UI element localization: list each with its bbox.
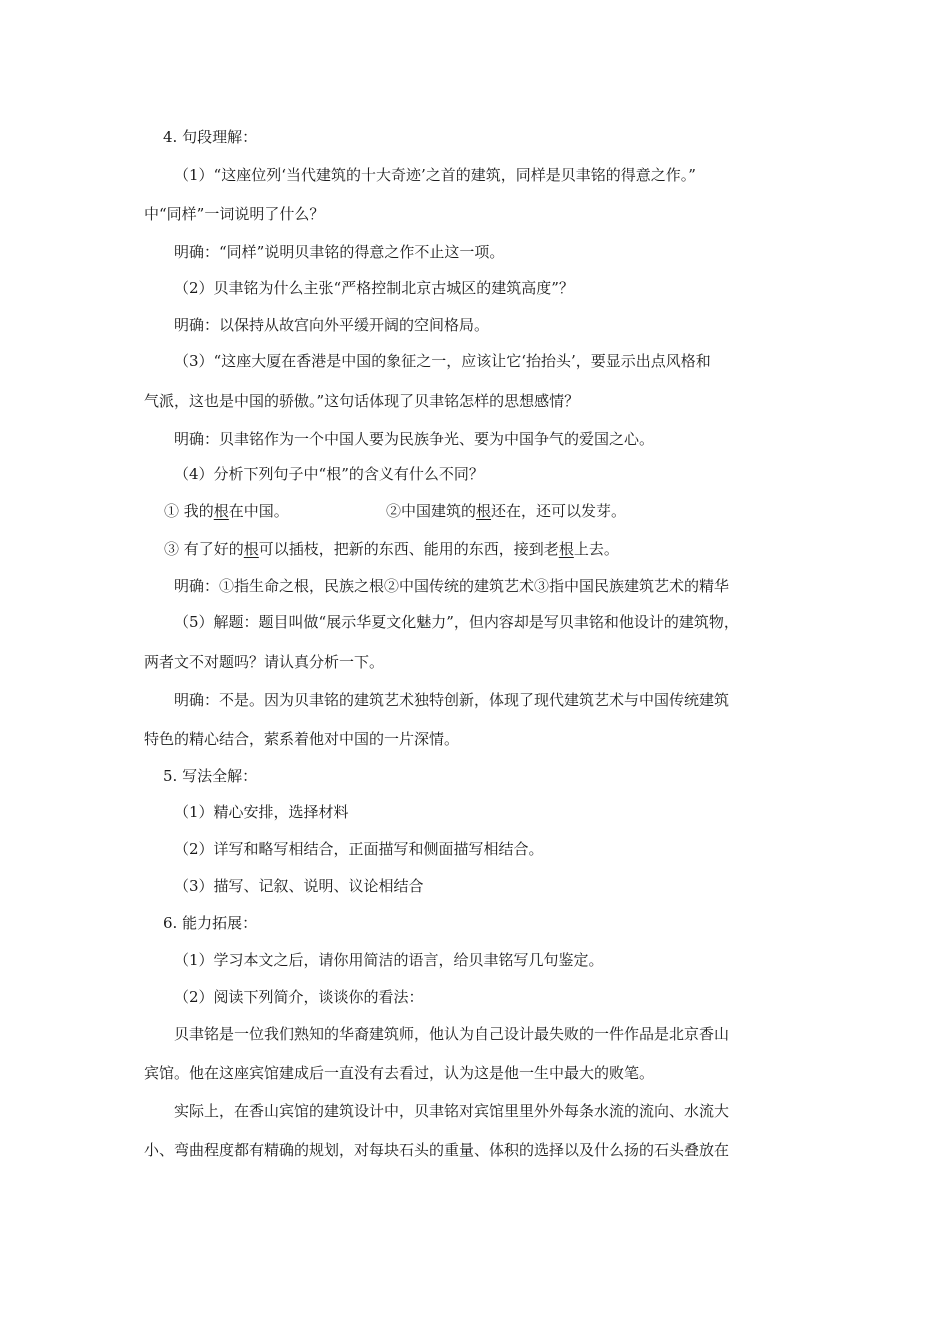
section6-para2-line1: 实际上，在香山宾馆的建筑设计中，贝聿铭对宾馆里里外外每条水流的流向、水流大 xyxy=(174,1102,730,1120)
section6-item1: （1）学习本文之后，请你用简洁的语言，给贝聿铭写几句鉴定。 xyxy=(174,951,604,969)
section4-heading: 4. 句段理解： xyxy=(163,128,258,146)
q1-line2: 中“同样”一词说明了什么？ xyxy=(144,205,325,223)
q4-sentence2 xyxy=(386,500,626,522)
q4-s1-suffix: 在中国。 xyxy=(228,502,289,520)
q3-line1: （3）“这座大厦在香港是中国的象征之一，应该让它‘抬抬头’，要显示出点风格和 xyxy=(174,352,711,370)
section5-heading: 5. 写法全解： xyxy=(163,767,258,785)
q4-sentence3 xyxy=(164,538,619,560)
q3-answer: 明确：贝聿铭作为一个中国人要为民族争光、要为中国争气的爱国之心。 xyxy=(174,430,655,448)
q4-s1-word: 根 xyxy=(213,502,229,520)
q4-s3-prefix: ③ 有了好的 xyxy=(164,540,244,558)
q5-answer2: 特色的精心结合，萦系着他对中国的一片深情。 xyxy=(144,730,460,748)
q2-line1: （2）贝聿铭为什么主张“严格控制北京古城区的建筑高度”？ xyxy=(174,279,574,297)
q4-s2-word: 根 xyxy=(476,502,492,520)
section5-item2: （2）详写和略写相结合，正面描写和侧面描写相结合。 xyxy=(174,840,544,858)
q4-line1: （4）分析下列句子中“根”的含义有什么不同？ xyxy=(174,465,484,483)
q4-s2-suffix: 还在，还可以发芽。 xyxy=(491,502,627,520)
section6-heading: 6. 能力拓展： xyxy=(163,914,258,932)
q1-line1: （1）“这座位列‘当代建筑的十大奇迹’之首的建筑，同样是贝聿铭的得意之作。” xyxy=(174,166,696,184)
section6-para1-line2: 宾馆。他在这座宾馆建成后一直没有去看过，认为这是他一生中最大的败笔。 xyxy=(144,1064,655,1082)
q5-answer1: 明确：不是。因为贝聿铭的建筑艺术独特创新，体现了现代建筑艺术与中国传统建筑 xyxy=(174,691,730,709)
section6-para2-line2: 小、弯曲程度都有精确的规划，对每块石头的重量、体积的选择以及什么扬的石头叠放在 xyxy=(144,1141,730,1159)
q4-s3-word1: 根 xyxy=(243,540,259,558)
q1-answer: 明确：“同样”说明贝聿铭的得意之作不止这一项。 xyxy=(174,243,505,261)
section5-item1: （1）精心安排，选择材料 xyxy=(174,803,349,821)
q4-s3-suffix: 上去。 xyxy=(573,540,619,558)
section6-para1-line1: 贝聿铭是一位我们熟知的华裔建筑师，他认为自己设计最失败的一件作品是北京香山 xyxy=(174,1025,730,1043)
q4-sentence1 xyxy=(164,500,289,522)
q2-answer: 明确：以保持从故宫向外平缓开阔的空间格局。 xyxy=(174,316,490,334)
q4-s1-prefix: ① 我的 xyxy=(164,502,214,520)
q4-s2-prefix: ②中国建筑的 xyxy=(386,502,477,520)
q4-s3-middle: 可以插枝，把新的东西、能用的东西，接到老 xyxy=(258,540,559,558)
q4-s3-word2: 根 xyxy=(558,540,574,558)
q4-answer: 明确：①指生命之根，民族之根②中国传统的建筑艺术③指中国民族建筑艺术的精华 xyxy=(174,577,730,595)
q5-line1: （5）解题：题目叫做“展示华夏文化魅力”，但内容却是写贝聿铭和他设计的建筑物， xyxy=(174,613,739,631)
section6-item2: （2）阅读下列简介，谈谈你的看法： xyxy=(174,988,424,1006)
q3-line2: 气派，这也是中国的骄傲。”这句话体现了贝聿铭怎样的思想感情？ xyxy=(144,392,580,410)
section5-item3: （3）描写、记叙、说明、议论相结合 xyxy=(174,877,424,895)
q5-line2: 两者文不对题吗？请认真分析一下。 xyxy=(144,653,385,671)
